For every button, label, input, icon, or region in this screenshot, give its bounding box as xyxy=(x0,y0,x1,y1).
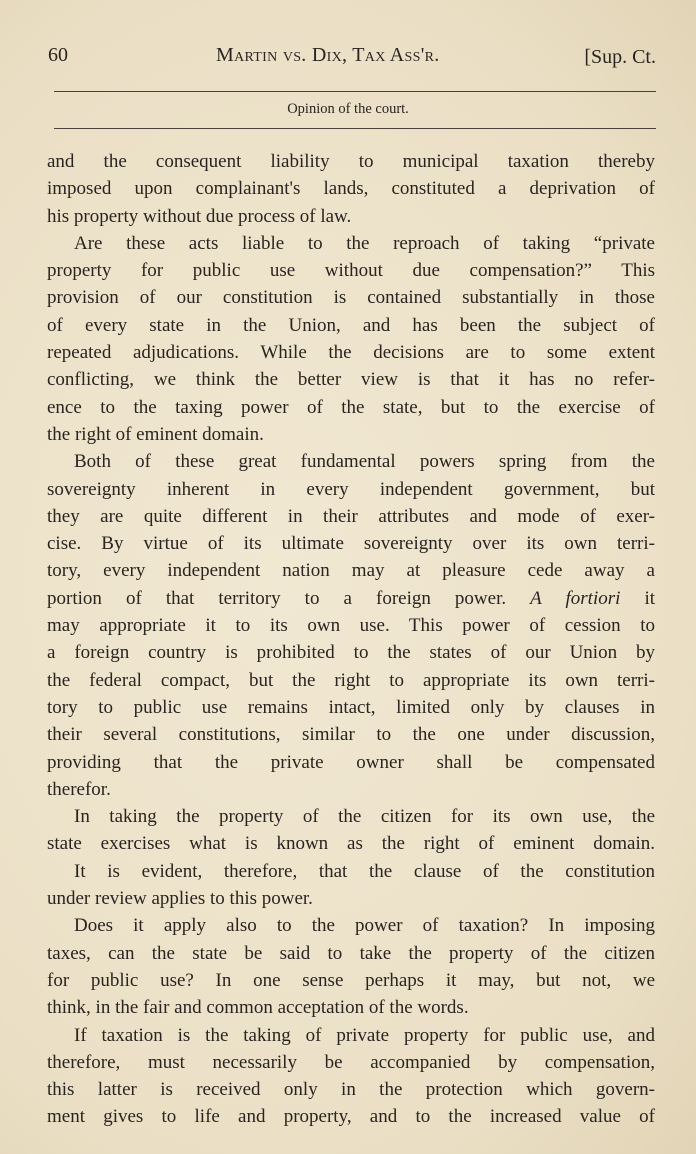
text-line xyxy=(47,1103,655,1130)
header-rule-bottom xyxy=(54,128,656,129)
line-text: It is evident, therefore, that the clause of the constitution xyxy=(74,860,655,882)
line-text: of every state in the Union, and has been the subject of xyxy=(47,314,655,336)
text-line xyxy=(47,612,655,639)
text-line xyxy=(47,940,655,967)
line-text: under review applies to this power. xyxy=(47,888,313,910)
text-line xyxy=(47,148,655,175)
line-text: tory, every independent nation may at pleasure cede away a xyxy=(47,560,655,582)
line-text: taxes, can the state be said to take the property of the citizen xyxy=(47,942,655,964)
text-line xyxy=(47,366,655,393)
text-line xyxy=(47,175,655,202)
text-line xyxy=(47,230,655,257)
text-line xyxy=(47,503,655,530)
text-line xyxy=(47,885,655,912)
text-line xyxy=(47,257,655,284)
italic-phrase: A fortiori xyxy=(530,587,621,609)
text-line xyxy=(47,694,655,721)
court-label: [Sup. Ct. xyxy=(584,46,656,68)
line-text: Does it apply also to the power of taxation? In imposing xyxy=(74,915,655,937)
running-header xyxy=(0,44,696,74)
text-line xyxy=(47,1022,655,1049)
line-text: therefor. xyxy=(47,778,111,800)
text-line xyxy=(47,912,655,939)
text-line xyxy=(47,667,655,694)
body-text xyxy=(47,148,655,1131)
line-text: conflicting, we think the better view is that it has no refer- xyxy=(47,369,655,391)
line-text: his property without due process of law. xyxy=(47,205,352,227)
text-line xyxy=(47,203,655,230)
text-line xyxy=(47,1049,655,1076)
line-text: property for public use without due compensation?” This xyxy=(47,260,655,282)
line-text: tory to public use remains intact, limited only by clauses in xyxy=(47,696,655,718)
line-text: this latter is received only in the protection which govern- xyxy=(47,1079,655,1101)
text-line xyxy=(47,530,655,557)
line-text: and the consequent liability to municipal taxation thereby xyxy=(47,151,655,172)
text-line xyxy=(47,994,655,1021)
text-line xyxy=(47,421,655,448)
line-text: Both of these great fundamental powers spring from the xyxy=(74,451,655,473)
line-text: the federal compact, but the right to appropriate its own terri- xyxy=(47,669,655,691)
text-line xyxy=(47,967,655,994)
text-line xyxy=(47,721,655,748)
line-text: providing that the private owner shall be compensated xyxy=(47,751,655,773)
text-line xyxy=(47,858,655,885)
line-text: ence to the taxing power of the state, but to the exercise of xyxy=(47,396,655,418)
line-text: portion of that territory to a foreign power. xyxy=(47,587,507,609)
text-line xyxy=(47,476,655,503)
line-text: state exercises what is known as the right of eminent domain. xyxy=(47,833,655,855)
line-text: imposed upon complainant's lands, constituted a deprivation of xyxy=(47,178,655,200)
line-text: they are quite different in their attributes and mode of exer- xyxy=(47,505,655,527)
text-line xyxy=(47,585,655,612)
line-text: may appropriate it to its own use. This power of cession to xyxy=(47,615,655,637)
header-rule-top xyxy=(54,91,656,92)
text-line xyxy=(47,339,655,366)
text-line xyxy=(47,557,655,584)
section-subtitle: Opinion of the court. xyxy=(287,101,409,117)
line-text: therefore, must necessarily be accompanied by compensation, xyxy=(47,1051,655,1073)
text-line xyxy=(47,830,655,857)
text-line xyxy=(47,639,655,666)
page-number: 60 xyxy=(48,44,68,66)
line-text: a foreign country is prohibited to the states of our Union by xyxy=(47,642,655,664)
line-text: cise. By virtue of its ultimate sovereignty over its own terri- xyxy=(47,533,655,555)
text-line xyxy=(47,749,655,776)
line-text: If taxation is the taking of private property for public use, and xyxy=(74,1024,655,1046)
case-title: Martin vs. Dix, Tax Ass'r. xyxy=(216,44,440,66)
line-text: the right of eminent domain. xyxy=(47,423,264,445)
text-line xyxy=(47,448,655,475)
line-text: for public use? In one sense perhaps it may, but not, we xyxy=(47,969,655,991)
line-text: Are these acts liable to the reproach of taking “private xyxy=(74,232,655,254)
line-text: repeated adjudications. While the decisions are to some extent xyxy=(47,342,655,364)
line-text: In taking the property of the citizen for its own use, the xyxy=(74,806,655,828)
text-line xyxy=(47,1076,655,1103)
line-text: sovereignty inherent in every independent government, but xyxy=(47,478,655,500)
line-text: their several constitutions, similar to the one under discussion, xyxy=(47,724,655,746)
line-text-end: it xyxy=(644,587,655,609)
line-text: ment gives to life and property, and to the increased value of xyxy=(47,1106,655,1128)
text-line xyxy=(47,284,655,311)
line-text: think, in the fair and common acceptation of the words. xyxy=(47,997,469,1019)
text-line xyxy=(47,803,655,830)
text-line xyxy=(47,776,655,803)
text-line xyxy=(47,394,655,421)
line-text: provision of our constitution is contained substantially in those xyxy=(47,287,655,309)
text-line xyxy=(47,312,655,339)
